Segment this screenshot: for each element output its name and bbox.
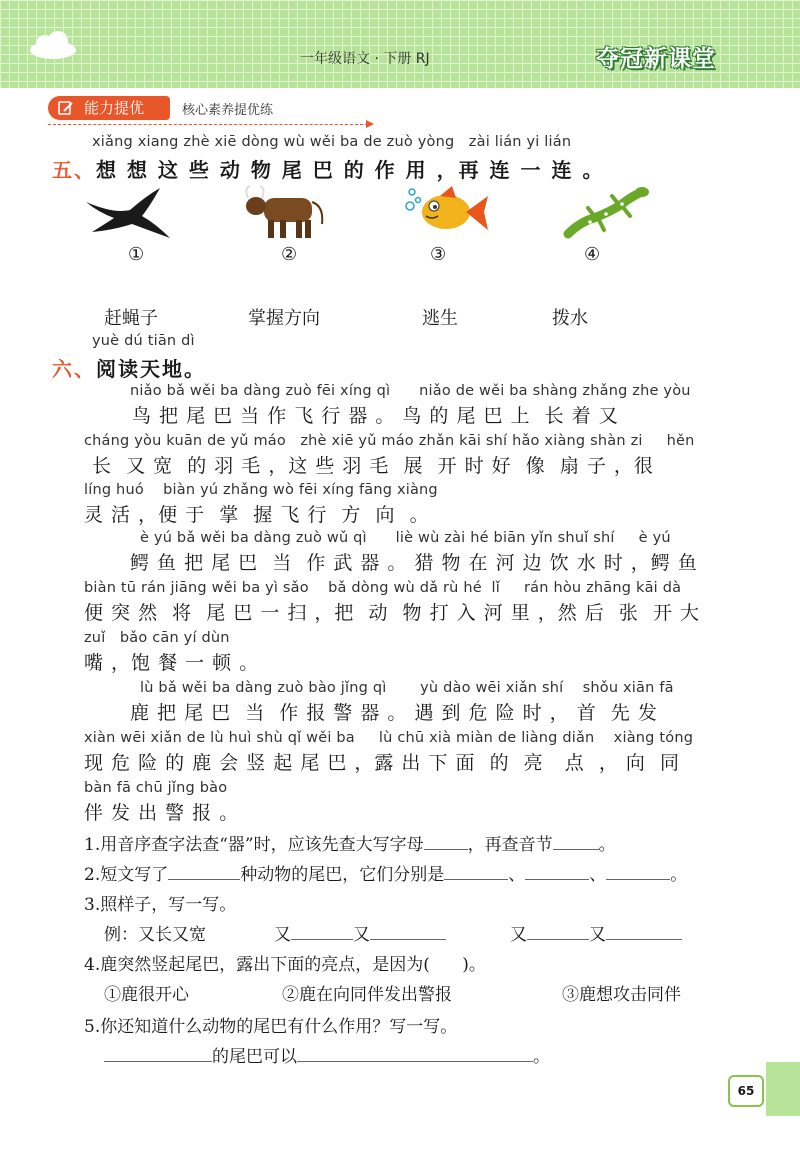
question-3-example: 例：又长又宽 又 又 又 又	[104, 920, 682, 945]
answer-blank[interactable]	[444, 879, 508, 880]
page-edge-strip	[766, 1062, 800, 1116]
section6-title-text: 阅读天地。	[96, 357, 206, 381]
answer-blank[interactable]	[104, 1061, 212, 1062]
section5-title	[52, 154, 604, 183]
question-4-option-1[interactable]: ①鹿很开心	[104, 985, 189, 1005]
passage-pinyin: niǎo bǎ wěi ba dàng zuò fēi xíng qì niǎo de wěi ba shàng zhǎng zhe yòu	[130, 383, 691, 399]
passage-line: 长 又 宽 的 羽 毛 ，这 些 羽 毛 展 开 时 好 像 扇 子 ，很	[92, 455, 654, 477]
brand-logo: 夺冠新课堂	[596, 46, 716, 72]
passage-line: 鹿 把 尾 巴 当 作 报 警 器 。 遇 到 危 险 时 ， 首 先 发	[130, 702, 658, 724]
answer-blank[interactable]	[370, 939, 446, 940]
match-word-4[interactable]: 拨水	[552, 308, 588, 329]
fish-icon	[404, 182, 494, 242]
question-5: 5.你还知道什么动物的尾巴有什么作用？写一写。	[84, 1017, 458, 1037]
section6-number: 六、	[52, 357, 96, 381]
passage-line: 嘴 ，饱 餐 一 顿 。	[84, 652, 260, 674]
lizard-icon	[560, 182, 650, 242]
question-3: 3.照样子，写一写。	[84, 895, 237, 915]
match-word-1[interactable]: 赶蝇子	[104, 308, 158, 329]
section5-title-text: 想 想 这 些 动 物 尾 巴 的 作 用 ，再 连 一 连 。	[96, 158, 605, 182]
passage-pinyin: líng huó biàn yú zhǎng wò fēi xíng fāng xiàng	[84, 482, 438, 498]
answer-blank[interactable]	[553, 849, 599, 850]
passage-pinyin: è yú bǎ wěi ba dàng zuò wǔ qì liè wù zài hé biān yǐn shuǐ shí è yú	[140, 530, 671, 546]
marker-2: ②	[281, 244, 298, 265]
passage-pinyin: lù bǎ wěi ba dàng zuò bào jǐng qì yù dào wēi xiǎn shí shǒu xiān fā	[140, 680, 674, 696]
page-header	[0, 0, 800, 88]
page-number: 65	[728, 1075, 764, 1107]
section6-title	[52, 353, 206, 382]
swallow-icon	[84, 182, 174, 242]
pencil-note-icon	[58, 100, 74, 116]
answer-blank[interactable]	[606, 939, 682, 940]
ox-icon	[242, 182, 332, 242]
question-4: 4.鹿突然竖起尾巴，露出下面的亮点，是因为( )。	[84, 955, 486, 975]
passage-line: 现 危 险 的 鹿 会 竖 起 尾 巴 ，露 出 下 面 的 亮 点 ， 向 同	[84, 752, 680, 774]
answer-blank[interactable]	[525, 879, 589, 880]
book-title: 一年级语文 · 下册 RJ	[300, 51, 430, 67]
tag-label: 能力提优	[84, 99, 145, 117]
passage-line: 鳄 鱼 把 尾 巴 当 作 武 器 。 猎 物 在 河 边 饮 水 时 ，鳄 鱼	[130, 552, 698, 574]
match-word-2[interactable]: 掌握方向	[248, 308, 320, 329]
marker-4: ④	[584, 244, 601, 265]
passage-line: 灵 活 ，便 于 掌 握 飞 行 方 向 。	[84, 504, 430, 526]
passage-pinyin: zuǐ bǎo cān yí dùn	[84, 630, 230, 646]
passage-pinyin: bàn fā chū jǐng bào	[84, 780, 228, 796]
question-2: 2.短文写了 种动物的尾巴，它们分别是 、 、 。	[84, 865, 688, 885]
passage-line: 伴 发 出 警 报 。	[84, 802, 240, 824]
divider-arrow	[48, 124, 368, 125]
passage-line: 便 突 然 将 尾 巴 一 扫 ，把 动 物 打 入 河 里 ，然 后 张 开 大	[84, 602, 700, 624]
marker-3: ③	[430, 244, 447, 265]
ability-tag	[48, 96, 170, 120]
passage-pinyin: cháng yòu kuān de yǔ máo zhè xiē yǔ máo zhǎn kāi shí hǎo xiàng shàn zi hěn	[84, 433, 695, 449]
answer-blank[interactable]	[291, 939, 353, 940]
cloud-icon	[28, 30, 78, 60]
marker-1: ①	[128, 244, 145, 265]
question-5-answer: 的尾巴可以 。	[104, 1042, 550, 1067]
section5-number: 五、	[52, 158, 96, 182]
question-4-option-3[interactable]: ③鹿想攻击同伴	[562, 985, 681, 1005]
passage-pinyin: biàn tū rán jiāng wěi ba yì sǎo bǎ dòng wù dǎ rù hé lǐ rán hòu zhāng kāi dà	[84, 580, 682, 596]
answer-blank[interactable]	[527, 939, 589, 940]
passage-line: 鸟 把 尾 巴 当 作 飞 行 器 。 鸟 的 尾 巴 上 长 着 又	[132, 405, 619, 427]
answer-blank[interactable]	[606, 879, 670, 880]
answer-blank[interactable]	[297, 1061, 533, 1062]
match-word-3[interactable]: 逃生	[422, 308, 458, 329]
question-4-option-2[interactable]: ②鹿在向同伴发出警报	[282, 985, 452, 1005]
passage-pinyin: xiàn wēi xiǎn de lù huì shù qǐ wěi ba lù chū xià miàn de liàng diǎn xiàng tóng	[84, 730, 694, 746]
arrow-head-icon	[366, 120, 374, 128]
question-1: 1.用音序查字法查“器”时，应该先查大写字母 ，再查音节 。	[84, 835, 616, 855]
section5-pinyin: xiǎng xiang zhè xiē dòng wù wěi ba de zuò yòng zài lián yi lián	[92, 134, 572, 150]
answer-blank[interactable]	[424, 849, 468, 850]
tag-subtitle: 核心素养提优练	[182, 103, 274, 118]
section6-pinyin: yuè dú tiān dì	[92, 333, 195, 349]
answer-blank[interactable]	[168, 879, 240, 880]
